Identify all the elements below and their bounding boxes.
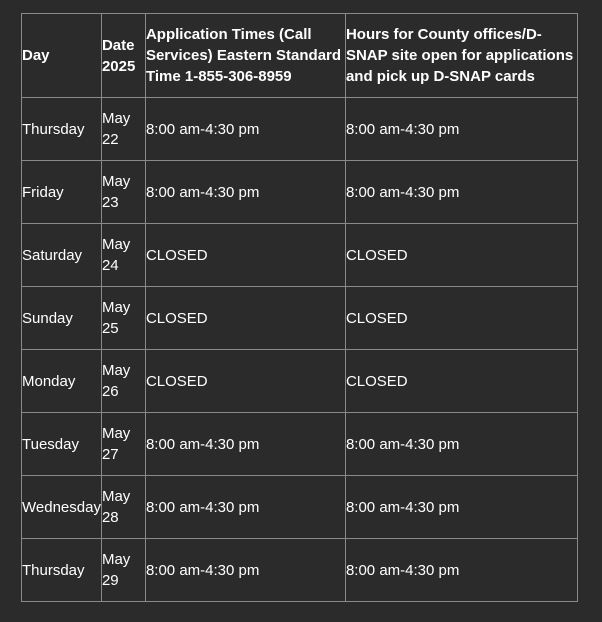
table-row bbox=[22, 98, 578, 161]
cell-date: May 29 bbox=[101, 539, 145, 602]
table-header bbox=[22, 14, 578, 98]
cell-office-hours: CLOSED bbox=[345, 287, 577, 350]
header-day: Day bbox=[22, 14, 102, 98]
table-row bbox=[22, 224, 578, 287]
cell-day: Thursday bbox=[22, 98, 102, 161]
cell-day: Wednesday bbox=[22, 476, 102, 539]
table-row bbox=[22, 287, 578, 350]
cell-application-times: CLOSED bbox=[145, 350, 345, 413]
cell-office-hours: 8:00 am-4:30 pm bbox=[345, 413, 577, 476]
cell-application-times: 8:00 am-4:30 pm bbox=[145, 161, 345, 224]
cell-office-hours: CLOSED bbox=[345, 350, 577, 413]
cell-date: May 24 bbox=[101, 224, 145, 287]
cell-office-hours: CLOSED bbox=[345, 224, 577, 287]
cell-application-times: CLOSED bbox=[145, 224, 345, 287]
table-row bbox=[22, 161, 578, 224]
table-row bbox=[22, 413, 578, 476]
cell-date: May 22 bbox=[101, 98, 145, 161]
cell-date: May 27 bbox=[101, 413, 145, 476]
header-office-hours: Hours for County offices/D-SNAP site open for applications and pick up D-SNAP cards bbox=[345, 14, 577, 98]
cell-day: Thursday bbox=[22, 539, 102, 602]
table-row bbox=[22, 350, 578, 413]
cell-application-times: 8:00 am-4:30 pm bbox=[145, 476, 345, 539]
header-application-times: Application Times (Call Services) Eastern Standard Time 1-855-306-8959 bbox=[145, 14, 345, 98]
header-row bbox=[22, 14, 578, 98]
cell-day: Saturday bbox=[22, 224, 102, 287]
cell-office-hours: 8:00 am-4:30 pm bbox=[345, 161, 577, 224]
cell-application-times: CLOSED bbox=[145, 287, 345, 350]
table-row bbox=[22, 476, 578, 539]
cell-office-hours: 8:00 am-4:30 pm bbox=[345, 98, 577, 161]
cell-day: Monday bbox=[22, 350, 102, 413]
cell-application-times: 8:00 am-4:30 pm bbox=[145, 413, 345, 476]
dsnap-schedule-table bbox=[21, 13, 578, 602]
cell-day: Friday bbox=[22, 161, 102, 224]
cell-date: May 23 bbox=[101, 161, 145, 224]
cell-day: Sunday bbox=[22, 287, 102, 350]
table-body bbox=[22, 98, 578, 602]
cell-office-hours: 8:00 am-4:30 pm bbox=[345, 539, 577, 602]
cell-office-hours: 8:00 am-4:30 pm bbox=[345, 476, 577, 539]
cell-date: May 25 bbox=[101, 287, 145, 350]
cell-day: Tuesday bbox=[22, 413, 102, 476]
cell-date: May 28 bbox=[101, 476, 145, 539]
table-row bbox=[22, 539, 578, 602]
cell-application-times: 8:00 am-4:30 pm bbox=[145, 539, 345, 602]
cell-application-times: 8:00 am-4:30 pm bbox=[145, 98, 345, 161]
cell-date: May 26 bbox=[101, 350, 145, 413]
header-date: Date 2025 bbox=[101, 14, 145, 98]
